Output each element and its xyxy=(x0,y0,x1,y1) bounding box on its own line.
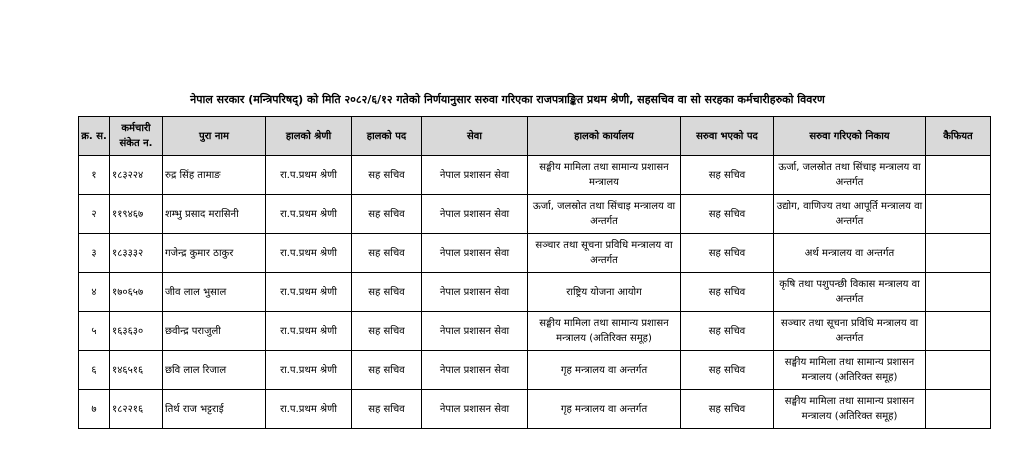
cell-transfer-body: उद्योग, वाणिज्य तथा आपूर्ति मन्त्रालय वा अन्तर्गत xyxy=(774,195,926,234)
cell-post: सह सचिव xyxy=(352,351,422,390)
cell-sn: ३ xyxy=(79,234,110,273)
cell-code: १४६५१६ xyxy=(110,351,163,390)
cell-transfer-post: सह सचिव xyxy=(681,156,774,195)
cell-service: नेपाल प्रशासन सेवा xyxy=(422,195,528,234)
cell-transfer-post: सह सचिव xyxy=(681,390,774,429)
table-row xyxy=(79,351,991,390)
cell-office: गृह मन्त्रालय वा अन्तर्गत xyxy=(528,351,681,390)
cell-remarks xyxy=(926,156,991,195)
header-service: सेवा xyxy=(422,117,528,156)
cell-office: सङ्घीय मामिला तथा सामान्य प्रशासन मन्त्रालय xyxy=(528,156,681,195)
cell-name: जीव लाल भुसाल xyxy=(163,273,266,312)
table-row xyxy=(79,195,991,234)
cell-sn: ४ xyxy=(79,273,110,312)
cell-grade: रा.प.प्रथम श्रेणी xyxy=(266,312,352,351)
cell-post: सह सचिव xyxy=(352,195,422,234)
transfer-table xyxy=(78,116,991,429)
cell-grade: रा.प.प्रथम श्रेणी xyxy=(266,234,352,273)
cell-transfer-post: सह सचिव xyxy=(681,312,774,351)
cell-remarks xyxy=(926,234,991,273)
cell-office: राष्ट्रिय योजना आयोग xyxy=(528,273,681,312)
header-full-name: पुरा नाम xyxy=(163,117,266,156)
header-current-office: हालको कार्यालय xyxy=(528,117,681,156)
cell-post: सह सचिव xyxy=(352,156,422,195)
cell-transfer-body: सङ्घीय मामिला तथा सामान्य प्रशासन मन्त्रालय (अतिरिक्त समूह) xyxy=(774,351,926,390)
cell-name: रुद्र सिंह तामाङ xyxy=(163,156,266,195)
cell-office: सञ्चार तथा सूचना प्रविधि मन्त्रालय वा अन्तर्गत xyxy=(528,234,681,273)
cell-remarks xyxy=(926,273,991,312)
cell-remarks xyxy=(926,195,991,234)
cell-transfer-body: अर्थ मन्त्रालय वा अन्तर्गत xyxy=(774,234,926,273)
cell-code: १८२२१६ xyxy=(110,390,163,429)
cell-name: शम्भु प्रसाद मरासिनी xyxy=(163,195,266,234)
cell-name: गजेन्द्र कुमार ठाकुर xyxy=(163,234,266,273)
cell-name: छवि लाल रिजाल xyxy=(163,351,266,390)
cell-remarks xyxy=(926,390,991,429)
cell-remarks xyxy=(926,312,991,351)
cell-sn: २ xyxy=(79,195,110,234)
cell-service: नेपाल प्रशासन सेवा xyxy=(422,156,528,195)
cell-service: नेपाल प्रशासन सेवा xyxy=(422,390,528,429)
header-transfer-body: सरुवा गरिएको निकाय xyxy=(774,117,926,156)
cell-transfer-body: ऊर्जा, जलस्रोत तथा सिंचाइ मन्त्रालय वा अन्तर्गत xyxy=(774,156,926,195)
document-title: नेपाल सरकार (मन्त्रिपरिषद्) को मिति २०८२/६/१२ गतेको निर्णयानुसार सरुवा गरिएका राजपत्राङ्कित प्रथम श्रेणी, सहसचिव वा सो सरहका कर्मचारीहरुको विवरण xyxy=(190,93,825,106)
cell-sn: ६ xyxy=(79,351,110,390)
cell-service: नेपाल प्रशासन सेवा xyxy=(422,351,528,390)
table-row xyxy=(79,234,991,273)
cell-office: गृह मन्त्रालय वा अन्तर्गत xyxy=(528,390,681,429)
cell-post: सह सचिव xyxy=(352,312,422,351)
cell-transfer-post: सह सचिव xyxy=(681,351,774,390)
cell-sn: १ xyxy=(79,156,110,195)
cell-remarks xyxy=(926,351,991,390)
cell-grade: रा.प.प्रथम श्रेणी xyxy=(266,156,352,195)
header-current-grade: हालको श्रेणी xyxy=(266,117,352,156)
cell-office: ऊर्जा, जलस्रोत तथा सिंचाइ मन्त्रालय वा अन्तर्गत xyxy=(528,195,681,234)
cell-service: नेपाल प्रशासन सेवा xyxy=(422,234,528,273)
table-header-row xyxy=(79,117,991,156)
cell-transfer-body: सञ्चार तथा सूचना प्रविधि मन्त्रालय वा अन्तर्गत xyxy=(774,312,926,351)
table-row xyxy=(79,273,991,312)
header-transfer-post: सरुवा भएको पद xyxy=(681,117,774,156)
cell-grade: रा.प.प्रथम श्रेणी xyxy=(266,273,352,312)
cell-grade: रा.प.प्रथम श्रेणी xyxy=(266,195,352,234)
cell-name: तिर्थ राज भट्टराई xyxy=(163,390,266,429)
header-employee-code: कर्मचारी संकेत न. xyxy=(110,117,163,156)
cell-grade: रा.प.प्रथम श्रेणी xyxy=(266,390,352,429)
cell-code: ११९४६७ xyxy=(110,195,163,234)
header-sn: क्र. स. xyxy=(79,117,110,156)
cell-post: सह सचिव xyxy=(352,234,422,273)
cell-transfer-post: सह सचिव xyxy=(681,234,774,273)
header-remarks: कैफियत xyxy=(926,117,991,156)
table-row xyxy=(79,390,991,429)
cell-transfer-post: सह सचिव xyxy=(681,195,774,234)
table-row xyxy=(79,156,991,195)
cell-sn: ७ xyxy=(79,390,110,429)
table-row xyxy=(79,312,991,351)
cell-grade: रा.प.प्रथम श्रेणी xyxy=(266,351,352,390)
cell-code: १६३६३० xyxy=(110,312,163,351)
cell-transfer-body: सङ्घीय मामिला तथा सामान्य प्रशासन मन्त्रालय (अतिरिक्त समूह) xyxy=(774,390,926,429)
cell-sn: ५ xyxy=(79,312,110,351)
cell-transfer-body: कृषि तथा पशुपन्छी विकास मन्त्रालय वा अन्तर्गत xyxy=(774,273,926,312)
cell-office: सङ्घीय मामिला तथा सामान्य प्रशासन मन्त्रालय (अतिरिक्त समूह) xyxy=(528,312,681,351)
cell-code: १७०६५७ xyxy=(110,273,163,312)
cell-name: छवीन्द्र पराजुली xyxy=(163,312,266,351)
cell-transfer-post: सह सचिव xyxy=(681,273,774,312)
cell-code: १८३२२४ xyxy=(110,156,163,195)
cell-code: १८३३३२ xyxy=(110,234,163,273)
cell-post: सह सचिव xyxy=(352,390,422,429)
cell-service: नेपाल प्रशासन सेवा xyxy=(422,312,528,351)
cell-service: नेपाल प्रशासन सेवा xyxy=(422,273,528,312)
header-current-post: हालको पद xyxy=(352,117,422,156)
cell-post: सह सचिव xyxy=(352,273,422,312)
